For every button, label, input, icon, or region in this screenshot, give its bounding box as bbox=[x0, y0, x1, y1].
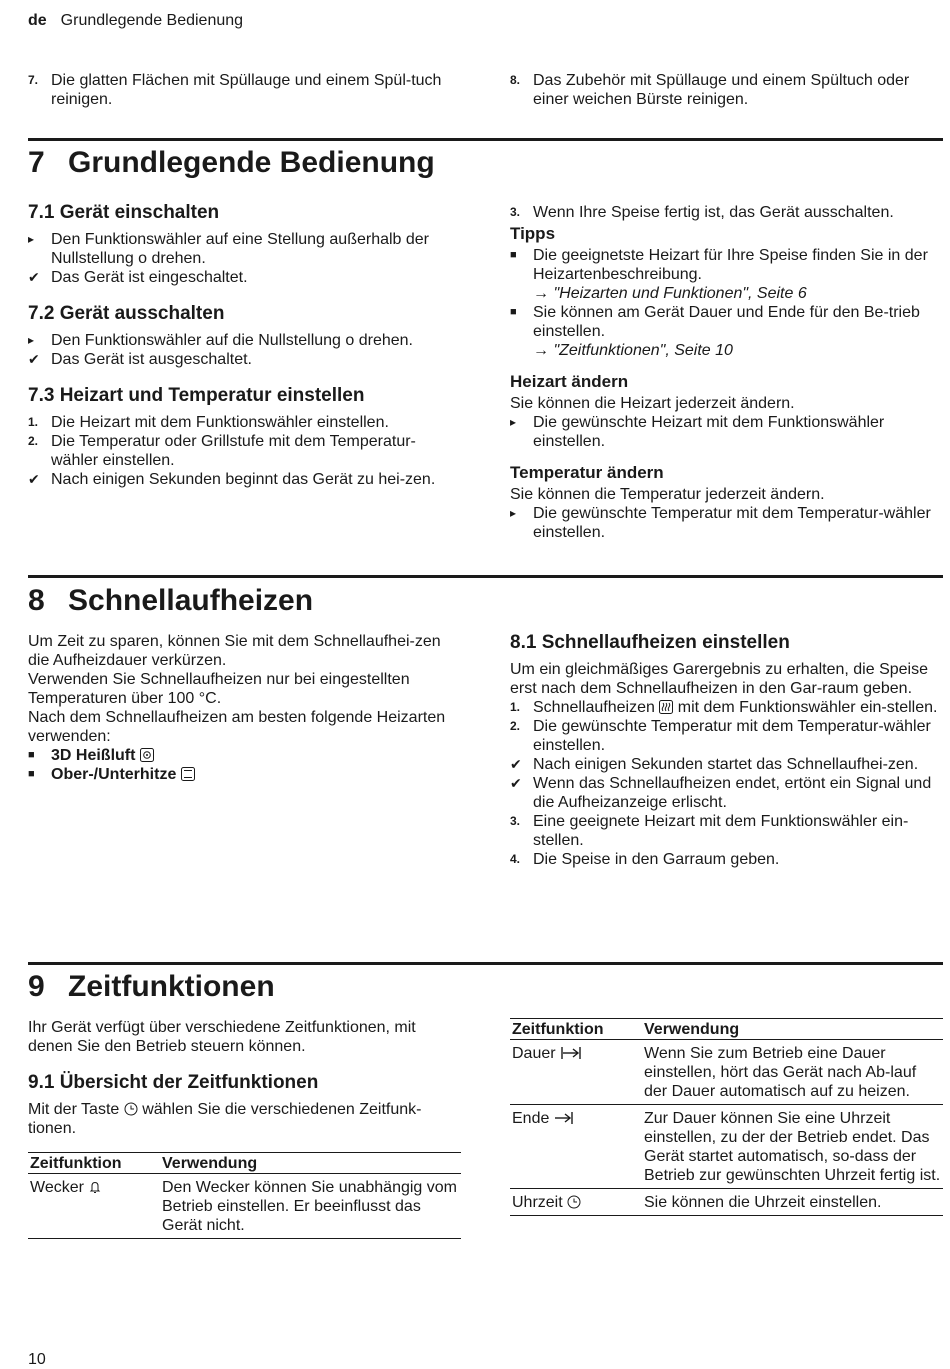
clock-icon bbox=[567, 1195, 581, 1209]
table-header-row: Zeitfunktion Verwendung bbox=[28, 1153, 461, 1174]
step-item: 3. Eine geeignete Heizart mit dem Funktionswähler ein-stellen. bbox=[510, 813, 909, 849]
section-8-left-column bbox=[28, 632, 458, 784]
section-divider bbox=[28, 138, 943, 141]
result-item: ✔ Nach einigen Sekunden beginnt das Gerät zu hei-zen. bbox=[28, 471, 436, 488]
cross-reference-link[interactable]: → "Heizarten und Funktionen", Seite 6 bbox=[533, 285, 807, 302]
intro-step-7: 7. Die glatten Flächen mit Spüllauge und einem Spül-tuch reinigen. bbox=[28, 71, 458, 109]
check-icon: ✔ bbox=[510, 775, 522, 791]
subsection-7-1-title: 7.1 Gerät einschalten bbox=[28, 202, 220, 223]
check-icon: ✔ bbox=[28, 351, 40, 367]
subsection-7-3-title: 7.3 Heizart und Temperatur einstellen bbox=[28, 385, 365, 406]
intro-step-text: Die glatten Flächen mit Spüllauge und einem Spül-tuch reinigen. bbox=[51, 72, 442, 108]
intro-step-8: 8. Das Zubehör mit Spüllauge und einem Spültuch oder einer weichen Bürste reinigen. bbox=[510, 71, 938, 109]
section-7-right-column bbox=[510, 203, 938, 542]
table-row: Ende Zur Dauer können Sie eine Uhrzeit einstellen, zu der der Betrieb endet. Das Gerät startet automatisch, so-dass der Betrieb zur gewünschten Uhrzeit fertig ist. bbox=[510, 1105, 943, 1189]
heating-mode-item: ■ Ober-/Unterhitze bbox=[28, 765, 458, 784]
check-icon: ✔ bbox=[28, 471, 40, 487]
3d-hot-air-icon bbox=[140, 748, 154, 762]
square-bullet-icon: ■ bbox=[28, 768, 35, 780]
clock-icon bbox=[124, 1102, 138, 1116]
duration-icon bbox=[560, 1046, 582, 1060]
step-item: 2. Die gewünschte Temperatur mit dem Temperatur-wähler einstellen. bbox=[510, 718, 931, 754]
square-bullet-icon: ■ bbox=[28, 749, 35, 761]
section-divider bbox=[28, 962, 943, 965]
table-row: Dauer Wenn Sie zum Betrieb eine Dauer einstellen, hört das Gerät nach Ab-lauf der Dauer automatisch auf zu heizen. bbox=[510, 1040, 943, 1105]
rapid-heat-icon bbox=[659, 700, 673, 714]
time-functions-table-right bbox=[510, 1018, 943, 1216]
arrow-bullet-icon: ▸ bbox=[28, 232, 35, 246]
end-icon bbox=[554, 1111, 574, 1125]
subsection-8-1-title: 8.1 Schnellaufheizen einstellen bbox=[510, 632, 790, 653]
result-item: ✔ Wenn das Schnellaufheizen endet, ertönt ein Signal und die Aufheizanzeige erlischt. bbox=[510, 775, 932, 811]
temperatur-intro: Sie können die Temperatur jederzeit ändern. bbox=[510, 486, 825, 503]
table-header-row: Zeitfunktion Verwendung bbox=[510, 1019, 943, 1040]
subsection-7-2-title: 7.2 Gerät ausschalten bbox=[28, 303, 225, 324]
section-8-right-column bbox=[510, 632, 938, 869]
arrow-bullet-icon: ▸ bbox=[510, 506, 517, 520]
paragraph: Verwenden Sie Schnellaufheizen nur bei eingestellten Temperaturen über 100 °C. bbox=[28, 671, 410, 707]
paragraph: Um ein gleichmäßiges Garergebnis zu erhalten, die Speise erst nach dem Schnellaufheizen in den Gar-raum geben. bbox=[510, 661, 928, 697]
section-9-title: 9 Zeitfunktionen bbox=[28, 970, 275, 1003]
tip-item: ■ Sie können am Gerät Dauer und Ende für den Be-trieb einstellen. bbox=[510, 304, 920, 340]
cross-reference-link[interactable]: → "Zeitfunktionen", Seite 10 bbox=[533, 342, 733, 359]
top-bottom-heat-icon bbox=[181, 767, 195, 781]
step-item: 1. Schnellaufheizen mit dem Funktionswähler ein-stellen. bbox=[510, 699, 938, 716]
check-icon: ✔ bbox=[510, 756, 522, 772]
section-9-right-column bbox=[510, 1018, 943, 1216]
section-8-title: 8 Schnellaufheizen bbox=[28, 584, 314, 617]
step-item: 2. Die Temperatur oder Grillstufe mit dem Temperatur-wähler einstellen. bbox=[28, 433, 416, 469]
action-item: ▸ Die gewünschte Temperatur mit dem Temperatur-wähler einstellen. bbox=[510, 505, 931, 541]
paragraph: Um Zeit zu sparen, können Sie mit dem Schnellaufhei-zen die Aufheizdauer verkürzen. bbox=[28, 633, 441, 669]
action-item: ▸ Den Funktionswähler auf die Nullstellung o drehen. bbox=[28, 332, 413, 349]
result-item: ✔ Das Gerät ist eingeschaltet. bbox=[28, 269, 248, 286]
page-number: 10 bbox=[28, 1351, 46, 1368]
step-item: 4. Die Speise in den Garraum geben. bbox=[510, 851, 780, 868]
section-9-left-column bbox=[28, 1018, 461, 1239]
section-7-left-column bbox=[28, 202, 458, 489]
paragraph: Mit der Taste wählen Sie die verschiedenen Zeitfunk-tionen. bbox=[28, 1101, 422, 1137]
heating-mode-item: ■ 3D Heißluft bbox=[28, 746, 458, 765]
square-bullet-icon: ■ bbox=[510, 306, 517, 318]
time-functions-table-left bbox=[28, 1152, 461, 1239]
tips-title: Tipps bbox=[510, 224, 556, 243]
section-7-title: 7 Grundlegende Bedienung bbox=[28, 146, 435, 179]
heizart-intro: Sie können die Heizart jederzeit ändern. bbox=[510, 395, 795, 412]
step-item: 3. Wenn Ihre Speise fertig ist, das Gerät ausschalten. bbox=[510, 204, 894, 221]
language-code: de bbox=[28, 12, 47, 29]
step-item: 1. Die Heizart mit dem Funktionswähler einstellen. bbox=[28, 414, 389, 431]
square-bullet-icon: ■ bbox=[510, 249, 517, 261]
arrow-bullet-icon: ▸ bbox=[28, 333, 35, 347]
bell-icon bbox=[88, 1180, 102, 1194]
header-title: Grundlegende Bedienung bbox=[60, 12, 244, 29]
running-header bbox=[28, 11, 243, 30]
subsection-9-1-title: 9.1 Übersicht der Zeitfunktionen bbox=[28, 1072, 319, 1093]
intro-step-text: Das Zubehör mit Spüllauge und einem Spültuch oder einer weichen Bürste reinigen. bbox=[533, 72, 910, 108]
arrow-bullet-icon: ▸ bbox=[510, 415, 517, 429]
action-item: ▸ Die gewünschte Heizart mit dem Funktionswähler einstellen. bbox=[510, 414, 885, 450]
heizart-aendern-title: Heizart ändern bbox=[510, 372, 629, 391]
result-item: ✔ Nach einigen Sekunden startet das Schnellaufhei-zen. bbox=[510, 756, 919, 773]
action-item: ▸ Den Funktionswähler auf eine Stellung außerhalb der Nullstellung o drehen. bbox=[28, 231, 430, 267]
section-divider bbox=[28, 575, 943, 578]
temperatur-aendern-title: Temperatur ändern bbox=[510, 463, 664, 482]
check-icon: ✔ bbox=[28, 269, 40, 285]
table-row: Uhrzeit Sie können die Uhrzeit einstellen. bbox=[510, 1189, 943, 1216]
result-item: ✔ Das Gerät ist ausgeschaltet. bbox=[28, 351, 252, 368]
paragraph: Nach dem Schnellaufheizen am besten folgende Heizarten verwenden: bbox=[28, 709, 446, 745]
table-row: Wecker Den Wecker können Sie unabhängig vom Betrieb einstellen. Er beeinflusst das Gerät nicht. bbox=[28, 1174, 461, 1239]
paragraph: Ihr Gerät verfügt über verschiedene Zeitfunktionen, mit denen Sie den Betrieb steuern können. bbox=[28, 1019, 416, 1055]
tip-item: ■ Die geeignetste Heizart für Ihre Speise finden Sie in der Heizartenbeschreibung. bbox=[510, 247, 928, 283]
